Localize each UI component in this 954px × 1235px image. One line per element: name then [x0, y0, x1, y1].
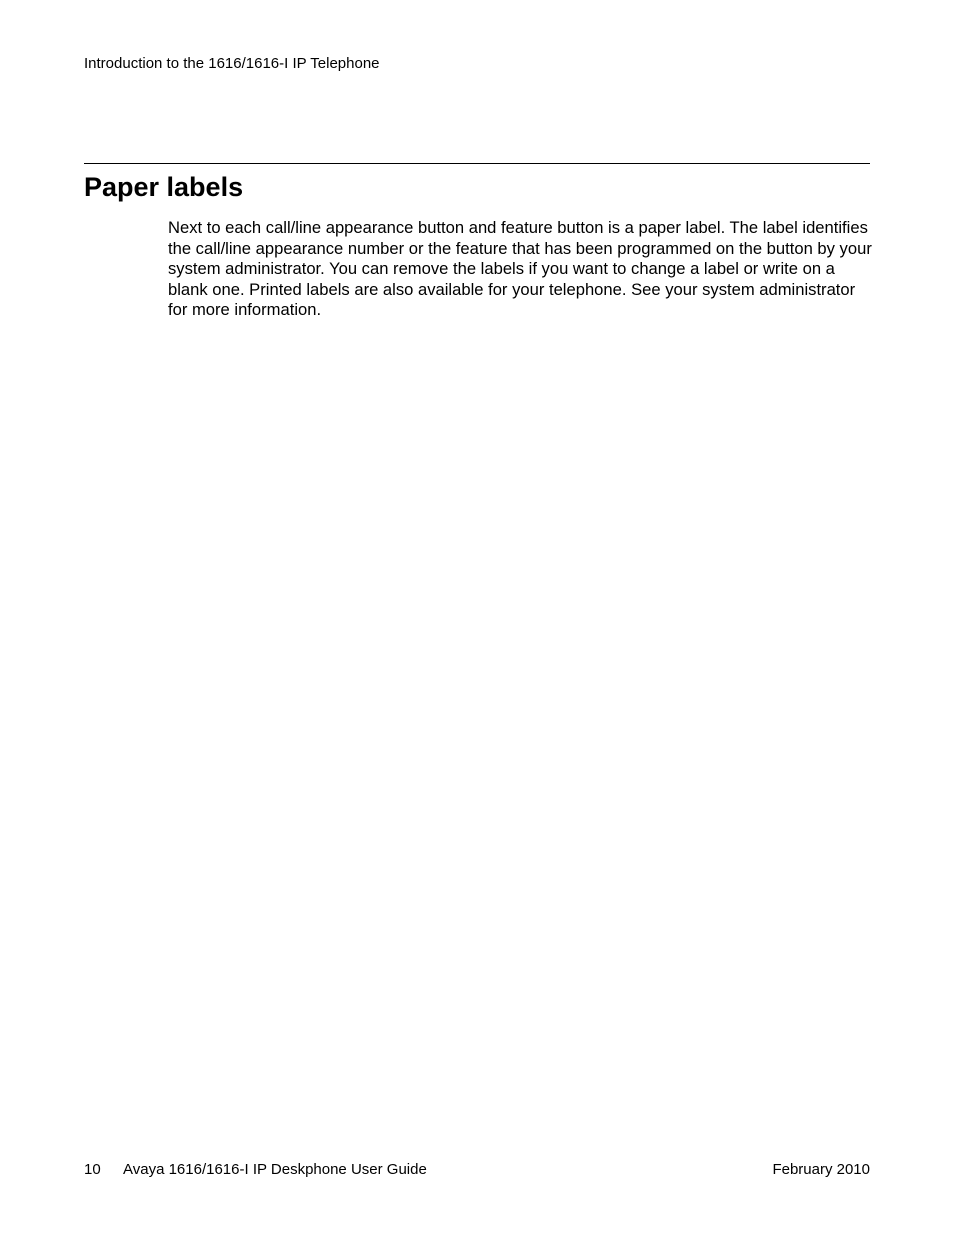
page-footer	[84, 1161, 870, 1181]
footer-date: February 2010	[772, 1161, 870, 1178]
section-divider	[84, 163, 870, 164]
running-header: Introduction to the 1616/1616-I IP Telephone	[84, 55, 380, 72]
page-number: 10	[84, 1161, 101, 1178]
footer-doc-title: Avaya 1616/1616-I IP Deskphone User Guide	[123, 1161, 427, 1178]
section-body: Next to each call/line appearance button and feature button is a paper label. The label identifies the call/line appearance number or the feature that has been programmed on the button by your system administrator. You can remove the labels if you want to change a label or write on a blank one. Printed labels are also available for your telephone. See your system administrator for more information.	[168, 218, 872, 319]
section-title: Paper labels	[84, 172, 244, 202]
